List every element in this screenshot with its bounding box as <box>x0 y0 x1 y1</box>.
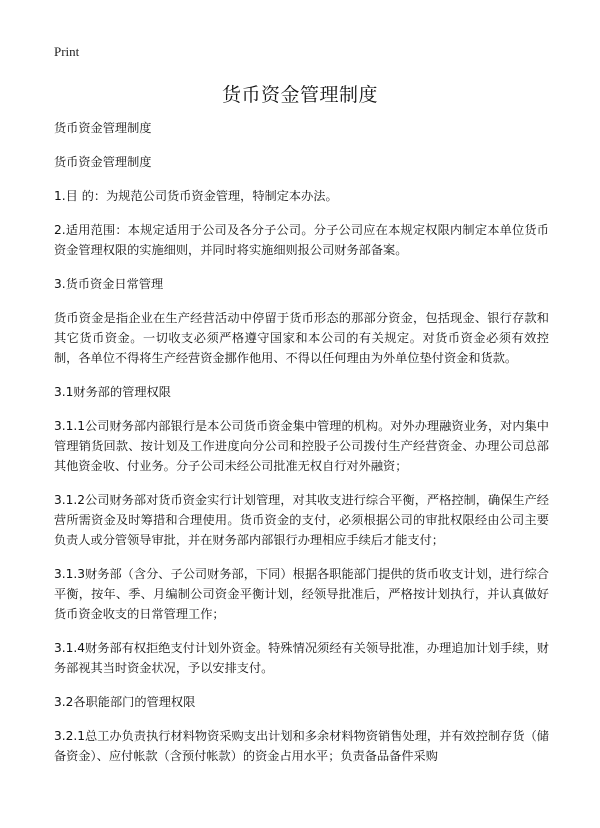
paragraph: 3.1.4财务部有权拒绝支付计划外资金。特殊情况须经有关领导批准，办理追加计划手续，财务部视其当时资金状况，予以安排支付。 <box>54 641 549 675</box>
section-heading: 3.货币资金日常管理 <box>54 277 164 291</box>
paragraph: 2.适用范围：本规定适用于公司及各分子公司。分子公司应在本规定权限内制定本单位货币资金管理权限的实施细则，并同时将实施细则报公司财务部备案。 <box>54 223 549 257</box>
document-title: 货币资金管理制度 <box>221 84 378 106</box>
paragraph: 3.1.2公司财务部对货币资金实行计划管理，对其收支进行综合平衡，严格控制，确保生产经营所需资金及时筹措和合理使用。货币资金的支付，必须根据公司的审批权限经由公司主要负责人或分管领导审批，并在财务部内部银行办理相应手续后才能支付； <box>54 493 549 547</box>
paragraph: 货币资金管理制度 <box>54 155 152 169</box>
document-body <box>54 118 549 780</box>
section-heading: 3.1财务部的管理权限 <box>54 385 171 399</box>
section-heading: 3.2各职能部门的管理权限 <box>54 695 196 709</box>
paragraph: 3.1.3财务部（含分、子公司财务部，下同）根据各职能部门提供的货币收支计划，进行综合平衡，按年、季、月编制公司资金平衡计划，经领导批准后，严格按计划执行，并认真做好货币资金收支的日常管理工作； <box>54 567 549 621</box>
paragraph: 1.目 的：为规范公司货币资金管理，特制定本办法。 <box>54 189 338 203</box>
paragraph: 3.2.1总工办负责执行材料物资采购支出计划和多余材料物资销售处理，并有效控制存货（储备资金）、应付帐款（含预付帐款）的资金占用水平；负责备品备件采购 <box>54 729 549 763</box>
paragraph: 3.1.1公司财务部内部银行是本公司货币资金集中管理的机构。对外办理融资业务，对内集中管理销货回款、按计划及工作进度向分公司和控股子公司拨付生产经营资金、办理公司总部其他资金收、付业务。分子公司未经公司批准无权自行对外融资； <box>54 419 549 473</box>
paragraph: 货币资金是指企业在生产经营活动中停留于货币形态的那部分资金，包括现金、银行存款和其它货币资金。一切收支必须严格遵守国家和本公司的有关规定。对货币资金必须有效控制，各单位不得将生产经营资金挪作他用、不得以任何理由为外单位垫付资金和货款。 <box>54 311 549 365</box>
paragraph: 货币资金管理制度 <box>54 121 152 135</box>
print-link[interactable]: Print <box>54 44 80 59</box>
